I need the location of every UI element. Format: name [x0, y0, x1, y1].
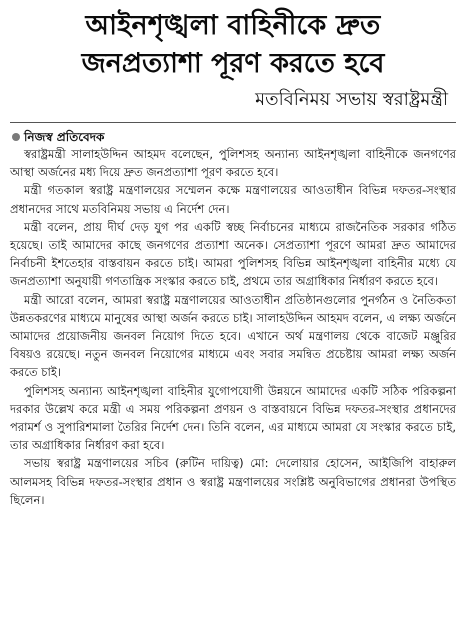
paragraph: স্বরাষ্ট্রমন্ত্রী সালাহউদ্দিন আহমদ বলেছেন, পুলিশসহ অন্যান্য আইনশৃঙ্খলা বাহিনীকে জনগণের আস্থা অর্জনের মধ্য দিয়ে দ্রুত জনপ্রত্যাশা পূরণ করতে হবে। [10, 147, 456, 180]
paragraph: পুলিশসহ অন্যান্য আইনশৃঙ্খলা বাহিনীর যুগোপযোগী উন্নয়নে আমাদের একটি সঠিক পরিকল্পনা দরকার উল্লেখ করে মন্ত্রী এ সময় পরিকল্পনা প্রণয়ন ও বাস্তবায়নে বিভিন্ন দফতর-সংস্থার প্রধানদের পরামর্শ ও সুপারিশমালা তৈরির নির্দেশ দেন। তিনি বলেন, এর মাধ্যমে আমরা যে সংস্কার করতে চাই, তার অগ্রাধিকার নির্ধারণ করা হবে। [10, 383, 456, 453]
paragraph: মন্ত্রী গতকাল স্বরাষ্ট্র মন্ত্রণালয়ের সম্মেলন কক্ষে মন্ত্রণালয়ের আওতাধীন বিভিন্ন দফতর-সংস্থার প্রধানদের সাথে মতবিনিময় সভায় এ নির্দেশ দেন। [10, 183, 456, 216]
byline-text: নিজস্ব প্রতিবেদক [24, 130, 105, 144]
subheadline: মতবিনিময় সভায় স্বরাষ্ট্রমন্ত্রী [255, 89, 448, 110]
divider [10, 122, 456, 123]
bullet-icon [12, 133, 20, 141]
headline-line-1: আইনশৃঙ্খলা বাহিনীকে দ্রুত [85, 10, 381, 41]
paragraph: সভায় স্বরাষ্ট্র মন্ত্রণালয়ের সচিব (রুটিন দায়িত্ব) মো: দেলোয়ার হোসেন, আইজিপি বাহারুল আলমসহ বিভিন্ন দফতর-সংস্থার প্রধান ও স্বরাষ্ট্র মন্ত্রণালয়ের সংশ্লিষ্ট অনুবিভাগের প্রধানরা উপস্থিত ছিলেন। [10, 456, 456, 507]
article-body [10, 145, 456, 509]
byline [12, 129, 456, 145]
paragraph: মন্ত্রী আরো বলেন, আমরা স্বরাষ্ট্র মন্ত্রণালয়ের আওতাধীন প্রতিষ্ঠানগুলোর পুনর্গঠন ও নৈতিকতা উন্নতকরণের মাধ্যমে মানুষের আস্থা অর্জন করতে চাই। সালাহউদ্দিন আহমদ বলেন, এ লক্ষ্য অর্জনে আমাদের প্রয়োজনীয় জনবল নিয়োগ দিতে হবে। এখানে অর্থ মন্ত্রণালয় থেকে বাজেট মঞ্জুরির বিষয়ও রয়েছে। নতুন জনবল নিয়োগের মাধ্যমে এবং সবার সমন্বিত প্রচেষ্টায় আমরা লক্ষ্য অর্জন করতে চাই। [10, 292, 456, 380]
paragraph: মন্ত্রী বলেন, প্রায় দীর্ঘ দেড় যুগ পর একটি স্বচ্ছ নির্বাচনের মাধ্যমে রাজনৈতিক সরকার গঠিত হয়েছে। তাই আমাদের কাছে জনগণের প্রত্যাশা অনেক। সেপ্রত্যাশা পূরণে আমরা দ্রুত আমাদের নির্বাচনী ইশতেহার বাস্তবায়ন করতে চাই। আমরা পুলিশসহ বিভিন্ন আইনশৃঙ্খলা বাহিনীর মধ্যে যে জনপ্রত্যাশা অনুযায়ী গণতান্ত্রিক সংস্কার করতে চাই, প্রথমে তার অগ্রাধিকার নির্ধারণ করতে হবে। [10, 219, 456, 289]
headline-line-2: জনপ্রত্যাশা পূরণ করতে হবে [81, 48, 385, 79]
